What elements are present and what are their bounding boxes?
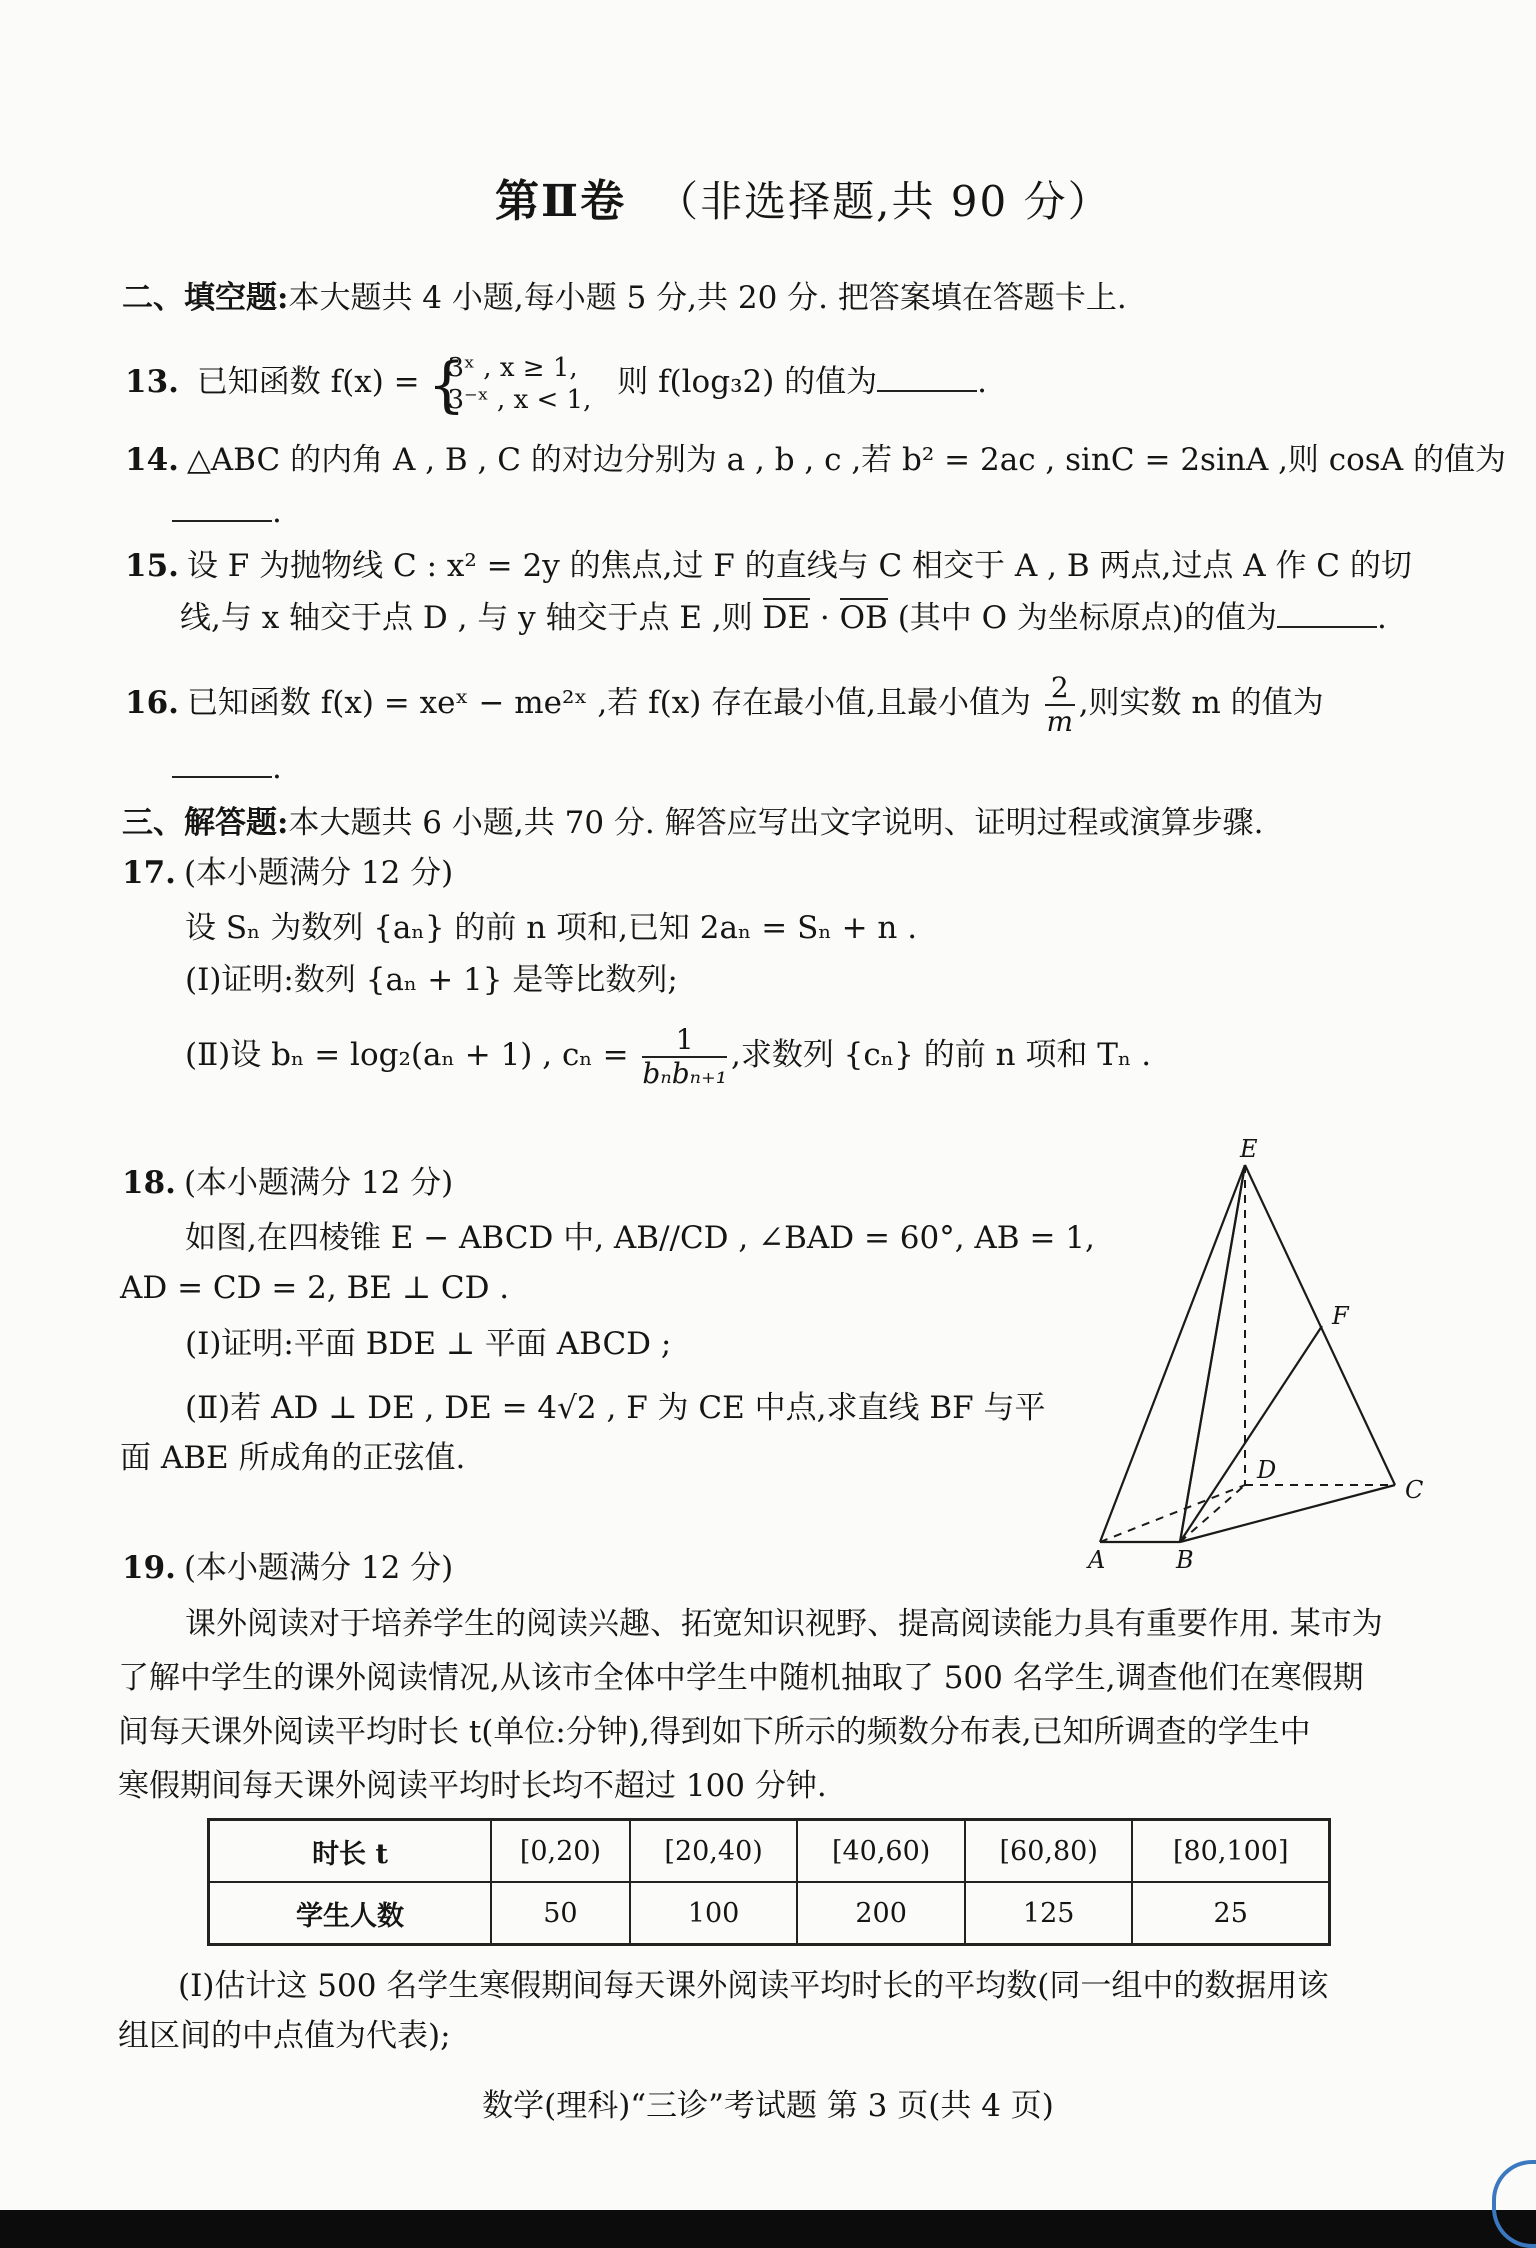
q15-answer-blank xyxy=(1277,598,1377,628)
q18-line2: AD = CD = 2, BE ⊥ CD . xyxy=(120,1270,510,1306)
table-row-counts xyxy=(209,1882,1330,1945)
q19-part1-line1: (Ⅰ)估计这 500 名学生寒假期间每天课外阅读平均时长的平均数(同一组中的数据用该 xyxy=(178,1968,1329,2004)
segment-be xyxy=(1180,1165,1245,1542)
q18-part1: (Ⅰ)证明:平面 BDE ⊥ 平面 ABCD ; xyxy=(185,1326,672,1362)
q15-dot: · xyxy=(810,600,840,636)
q16-frac-den: m xyxy=(1046,704,1074,738)
q17-fraction xyxy=(642,1024,727,1090)
q14-answer-blank xyxy=(172,520,272,522)
title-main: 第Ⅱ卷 xyxy=(495,176,627,227)
q14-text: △ABC 的内角 A , B , C 的对边分别为 a , b , c ,若 b² = 2ac , sinC = 2sinA ,则 cosA 的值为 xyxy=(186,442,1506,478)
q15-line1: 设 F 为抛物线 C : x² = 2y 的焦点,过 F 的直线与 C 相交于 A , B 两点,过点 A 作 C 的切 xyxy=(186,548,1412,584)
q13-number: 13. xyxy=(125,364,179,400)
q16-end: . xyxy=(272,750,282,786)
q19-paragraph-line1: 课外阅读对于培养学生的阅读兴趣、拓宽知识视野、提高阅读能力具有重要作用. 某市为 xyxy=(185,1606,1383,1642)
section2-text: 本大题共 4 小题,每小题 5 分,共 20 分. 把答案填在答题卡上. xyxy=(288,280,1127,316)
section3-heading xyxy=(122,803,1263,843)
q16-answer-blank xyxy=(172,776,272,778)
edge-ad-hidden xyxy=(1100,1485,1245,1542)
table-cell-interval: [20,40) xyxy=(630,1820,798,1883)
q13-pre: 已知函数 f(x) = xyxy=(196,364,420,400)
question-15-line2 xyxy=(180,598,1387,638)
q19-paragraph-line2: 了解中学生的课外阅读情况,从该市全体中学生中随机抽取了 500 名学生,调查他们在寒假期 xyxy=(118,1660,1364,1696)
q17-part2-pre: (Ⅱ)设 bₙ = log₂(aₙ + 1) , cₙ = xyxy=(185,1037,629,1073)
page-title xyxy=(495,176,1112,227)
q15-vector-ob: OB xyxy=(839,600,888,636)
pyramid-figure xyxy=(1080,1130,1440,1580)
q13-end: . xyxy=(977,364,988,400)
q16-fraction xyxy=(1045,672,1075,738)
q17-part1: (Ⅰ)证明:数列 {aₙ + 1} 是等比数列; xyxy=(185,962,678,998)
question-13 xyxy=(125,342,987,422)
label-e: E xyxy=(1240,1135,1258,1163)
q16-pre: 已知函数 f(x) = xeˣ − me²ˣ ,若 f(x) 存在最小值,且最小值为 xyxy=(186,685,1031,721)
table-cell-count: 100 xyxy=(630,1882,798,1945)
question-18-header xyxy=(122,1163,453,1203)
q13-case1: { 3ˣ , x ≥ 1, xyxy=(447,352,578,383)
q19-paragraph-line4: 寒假期间每天课外阅读平均时长均不超过 100 分钟. xyxy=(118,1768,827,1804)
q17-frac-num: 1 xyxy=(642,1024,727,1058)
table-header-duration: 时长 t xyxy=(209,1820,492,1883)
q18-line5: 面 ABE 所成角的正弦值. xyxy=(120,1440,466,1476)
q15-line2-post: (其中 O 为坐标原点)的值为 xyxy=(887,600,1278,636)
frequency-table xyxy=(207,1818,1331,1946)
section3-title: 三、解答题: xyxy=(122,805,289,841)
q14-number: 14. xyxy=(125,442,179,478)
q18-number: 18. xyxy=(122,1165,176,1201)
label-a: A xyxy=(1088,1546,1106,1574)
q17-number: 17. xyxy=(122,855,176,891)
q16-post: ,则实数 m 的值为 xyxy=(1078,685,1324,721)
title-sub: （非选择题,共 90 分） xyxy=(656,177,1112,226)
edge-ea xyxy=(1100,1165,1245,1542)
q13-piecewise xyxy=(429,352,591,416)
q14-end: . xyxy=(272,494,282,530)
section2-title: 二、填空题: xyxy=(122,280,289,316)
q15-end: . xyxy=(1377,600,1387,636)
edge-ec xyxy=(1245,1165,1395,1485)
label-c: C xyxy=(1405,1476,1424,1504)
label-d: D xyxy=(1257,1456,1277,1484)
q17-frac-den: bₙbₙ₊₁ xyxy=(642,1056,727,1090)
question-19-header xyxy=(122,1548,453,1588)
table-cell-interval: [40,60) xyxy=(797,1820,965,1883)
table-cell-interval: [80,100] xyxy=(1132,1820,1329,1883)
q18-part2: (Ⅱ)若 AD ⊥ DE , DE = 4√2 , F 为 CE 中点,求直线 BF 与平 xyxy=(185,1390,1046,1426)
q16-frac-num: 2 xyxy=(1045,672,1075,706)
q17-header: (本小题满分 12 分) xyxy=(183,855,454,891)
q19-number: 19. xyxy=(122,1550,176,1586)
question-17-header xyxy=(122,853,453,893)
q19-header: (本小题满分 12 分) xyxy=(183,1550,454,1586)
page-footer: 数学(理科)“三诊”考试题 第 3 页(共 4 页) xyxy=(482,2088,1054,2124)
q15-vector-de: DE xyxy=(762,600,811,636)
table-cell-count: 200 xyxy=(797,1882,965,1945)
q17-part2 xyxy=(185,1020,1151,1090)
question-16 xyxy=(125,668,1324,738)
question-15-line1 xyxy=(125,546,1412,586)
table-cell-interval: [60,80) xyxy=(965,1820,1133,1883)
table-header-students: 学生人数 xyxy=(209,1882,492,1945)
table-cell-count: 25 xyxy=(1132,1882,1329,1945)
q18-header: (本小题满分 12 分) xyxy=(183,1165,454,1201)
table-cell-count: 50 xyxy=(491,1882,630,1945)
question-14 xyxy=(125,440,1506,480)
table-cell-count: 125 xyxy=(965,1882,1133,1945)
q13-case2: 3⁻ˣ , x < 1, xyxy=(447,384,592,415)
q13-post: 则 f(log₃2) 的值为 xyxy=(617,364,878,400)
label-f: F xyxy=(1332,1302,1349,1330)
table-cell-interval: [0,20) xyxy=(491,1820,630,1883)
q18-line1: 如图,在四棱锥 E − ABCD 中, AB//CD , ∠BAD = 60°, AB = 1, xyxy=(185,1220,1095,1256)
section3-text: 本大题共 6 小题,共 70 分. 解答应写出文字说明、证明过程或演算步骤. xyxy=(288,805,1264,841)
q19-paragraph-line3: 间每天课外阅读平均时长 t(单位:分钟),得到如下所示的频数分布表,已知所调查的学生中 xyxy=(118,1714,1311,1750)
table-row-intervals xyxy=(209,1820,1330,1883)
q17-line1: 设 Sₙ 为数列 {aₙ} 的前 n 项和,已知 2aₙ = Sₙ + n . xyxy=(185,910,918,946)
label-b: B xyxy=(1176,1546,1194,1574)
scan-edge-bar xyxy=(0,2210,1536,2248)
q17-part2-post: ,求数列 {cₙ} 的前 n 项和 Tₙ . xyxy=(730,1037,1152,1073)
q16-number: 16. xyxy=(125,685,179,721)
q13-answer-blank xyxy=(877,362,977,392)
q15-line2-pre: 线,与 x 轴交于点 D , 与 y 轴交于点 E ,则 xyxy=(180,600,753,636)
q19-part1-line2: 组区间的中点值为代表); xyxy=(118,2018,451,2054)
q15-number: 15. xyxy=(125,548,179,584)
section2-heading xyxy=(122,278,1127,318)
